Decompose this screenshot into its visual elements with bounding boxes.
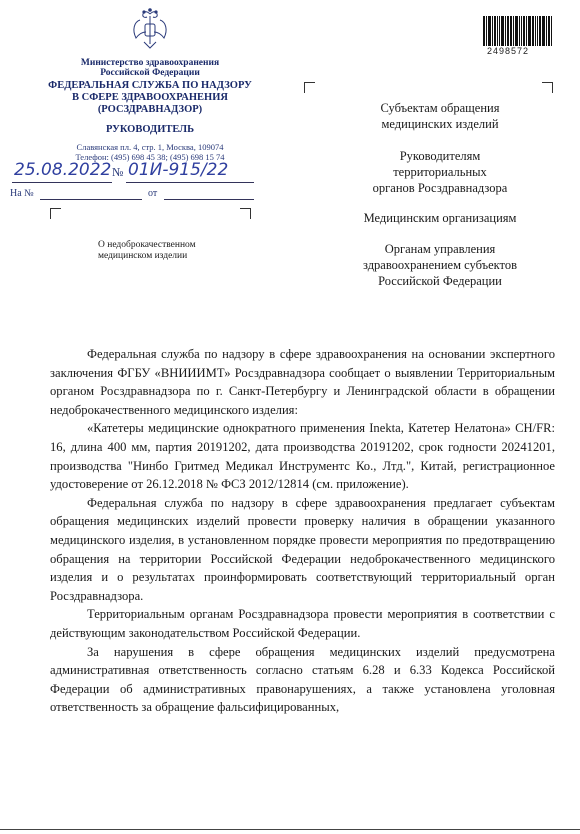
- body-paragraph-5: За нарушения в сфере обращения медицинских изделий предусмотрена административная ответственность согласно статьям 6.28 и 6.33 Кодекса Российской Федерации об административных правонарушениях, а также установлена уголовная ответственность за обращение фальсифицированных,: [50, 644, 555, 715]
- reply-date-label: от: [148, 188, 158, 199]
- page-bottom-edge: [0, 829, 580, 830]
- date-underline: [12, 182, 112, 183]
- recipient-block-1: Субъектам обращения медицинских изделий: [380, 101, 500, 131]
- reply-number-label: На №: [10, 188, 34, 199]
- number-underline: [126, 182, 254, 183]
- number-label: №: [112, 165, 124, 179]
- subject-bracket-left: [50, 208, 61, 219]
- document-barcode: [483, 16, 571, 46]
- body-paragraph-4: Территориальным органам Росздравнадзора провести мероприятия в соответствии с действующим законодательством Российской Федерации.: [50, 607, 555, 640]
- barcode-number: 2498572: [487, 46, 530, 56]
- recipient-block-4: Органам управления здравоохранением субъектов Российской Федерации: [362, 242, 517, 288]
- subject-line: О недоброкачественном медицинском изделии: [98, 240, 196, 261]
- reply-date-underline: [164, 199, 254, 200]
- body-paragraph-1: Федеральная служба по надзору в сфере здравоохранения на основании экспертного заключения ФГБУ «ВНИИИМТ» Росздравнадзора сообщает о выявлении Территориальным органом Росздравнадзора по г. Санкт-Петербургу и Ленинградской области в обращении недоброкачественного медицинского изделия:: [50, 347, 555, 417]
- role-title: РУКОВОДИТЕЛЬ: [105, 124, 195, 135]
- coat-of-arms-emblem-icon: [130, 8, 170, 52]
- handwritten-date: 25.08.2022: [14, 160, 112, 180]
- service-address: Славянская пл. 4, стр. 1, Москва, 109074 Телефон: (495) 698 45 38; (495) 698 15 74: [75, 142, 225, 162]
- body-paragraph-2: «Катетеры медицинские однократного применения Inekta, Катетер Нелатона» CH/FR: 16, длина 400 мм, партия 20191202, дата производства 20191202, срок годности 20241201, производства "Нинбо Гритмед Медикал Инструментс Ко., Лтд.", Китай, регистрационное удостоверение от 26.12.2018 № ФСЗ 2012/12814 (см. приложение).: [50, 421, 555, 492]
- subject-bracket-right: [240, 208, 251, 219]
- service-name: ФЕДЕРАЛЬНАЯ СЛУЖБА ПО НАДЗОРУ В СФЕРЕ ЗДРАВООХРАНЕНИЯ (РОСЗДРАВНАДЗОР): [48, 80, 252, 115]
- ministry-name: Министерство здравоохранения Российской Федерации: [80, 58, 220, 78]
- recipient-block-2: Руководителям территориальных органов Росздравнадзора: [372, 149, 508, 195]
- recipient-bracket-right: [542, 82, 553, 93]
- recipient-bracket-left: [304, 82, 315, 93]
- body-paragraph-3: Федеральная служба по надзору в сфере здравоохранения предлагает субъектам обращения медицинских изделий провести проверку наличия в обращении указанного медицинского изделия, в установленном порядке провести мероприятия по предотвращению обращения на территории Российской Федерации недоброкачественного медицинского изделия и о результатах проинформировать соответствующий территориальный орган Росздравнадзора.: [50, 495, 555, 603]
- handwritten-number: 01И-915/22: [128, 160, 229, 180]
- recipient-block-3: Медицинским организациям: [363, 211, 517, 225]
- reply-number-underline: [40, 199, 142, 200]
- letter-body: [50, 345, 555, 717]
